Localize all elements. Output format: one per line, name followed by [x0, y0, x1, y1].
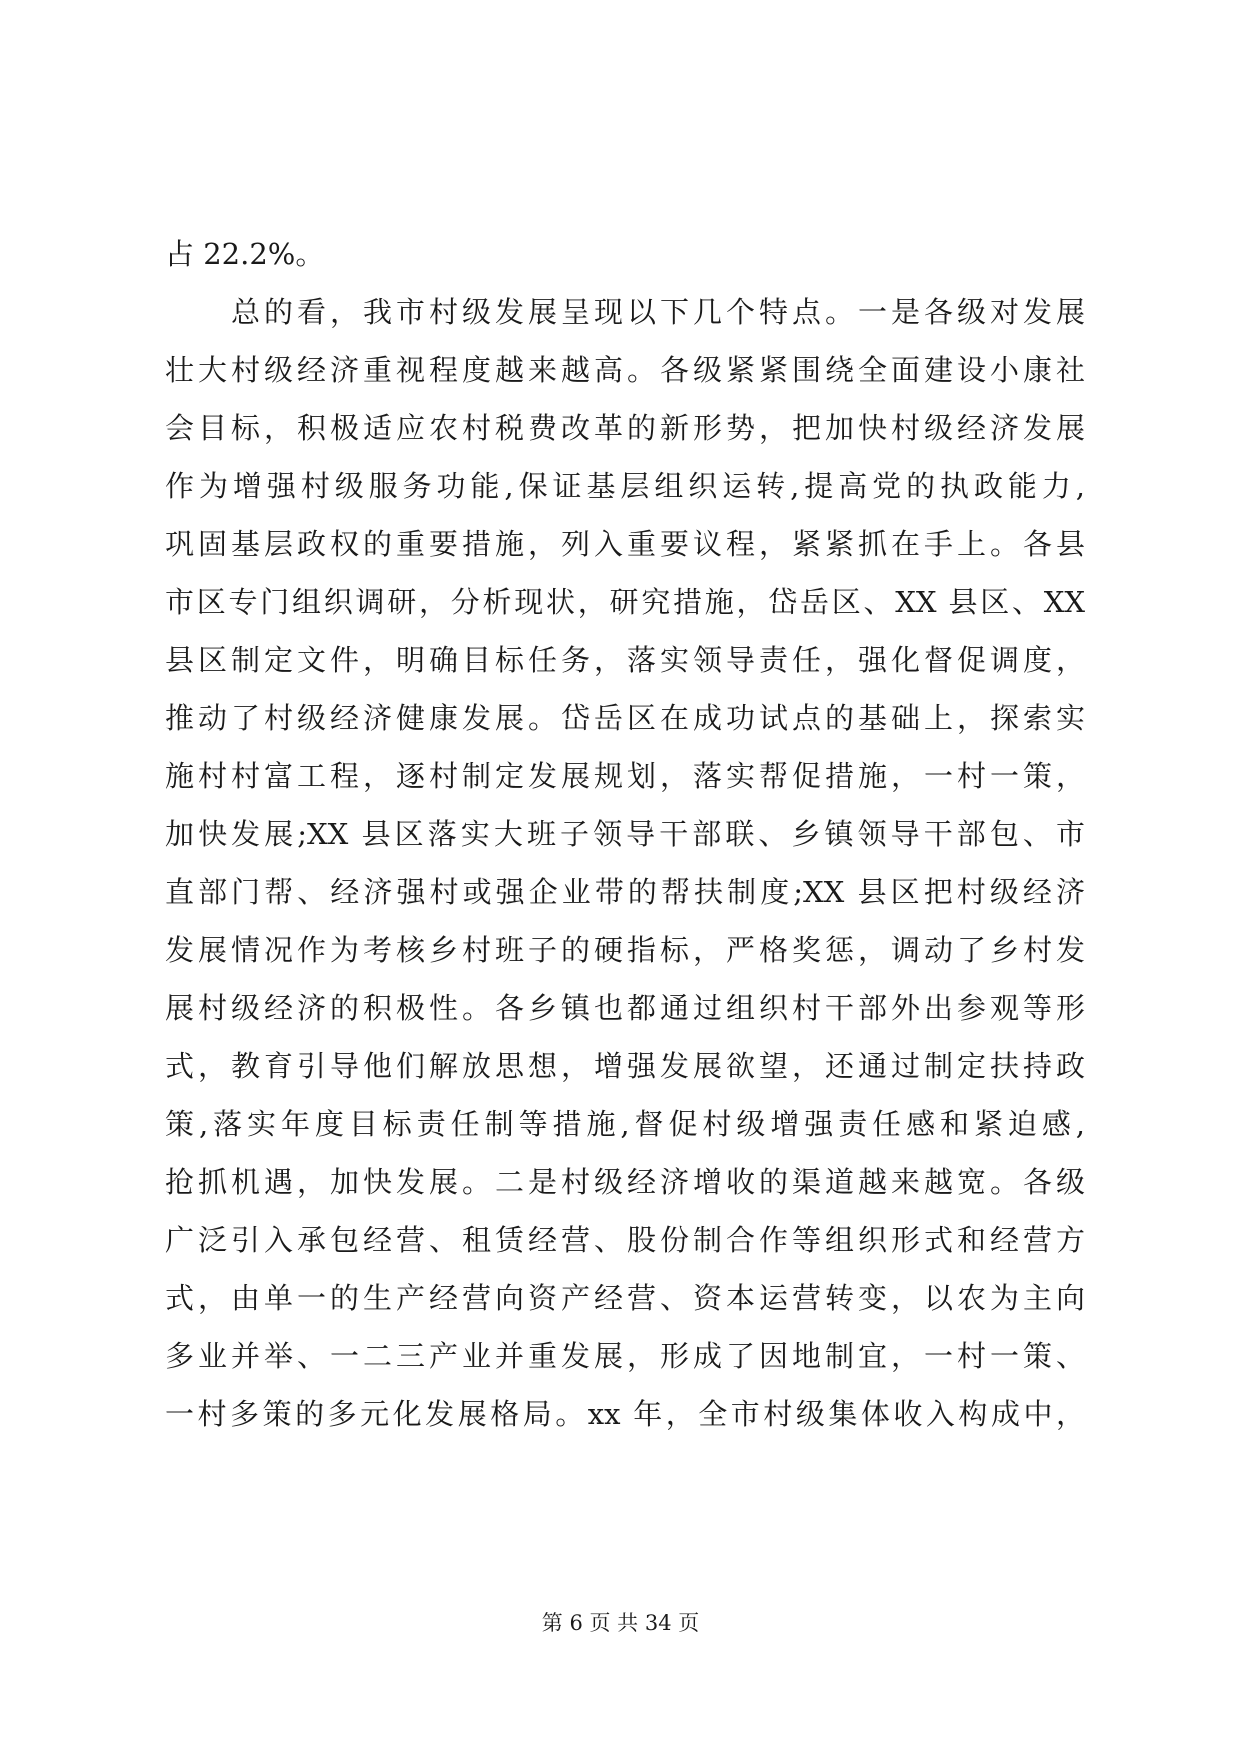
text-line: 式，由单一的生产经营向资产经营、资本运营转变，以农为主向	[165, 1281, 1085, 1315]
text-line: 发展情况作为考核乡村班子的硬指标，严格奖惩，调动了乡村发	[165, 933, 1085, 967]
text-line: 推动了村级经济健康发展。岱岳区在成功试点的基础上，探索实	[165, 701, 1085, 735]
text-line: 施村村富工程，逐村制定发展规划，落实帮促措施，一村一策，	[165, 759, 1085, 793]
text-line: 广泛引入承包经营、租赁经营、股份制合作等组织形式和经营方	[165, 1223, 1085, 1257]
body-text	[165, 225, 1085, 1443]
text-line: 一村多策的多元化发展格局。xx 年，全市村级集体收入构成中，	[165, 1397, 1085, 1431]
text-line: 加快发展;XX 县区落实大班子领导干部联、乡镇领导干部包、市	[165, 817, 1085, 851]
text-line: 作为增强村级服务功能,保证基层组织运转,提高党的执政能力,	[165, 469, 1085, 503]
text-line: 壮大村级经济重视程度越来越高。各级紧紧围绕全面建设小康社	[165, 353, 1085, 387]
text-line: 巩固基层政权的重要措施，列入重要议程，紧紧抓在手上。各县	[165, 527, 1085, 561]
text-line: 式，教育引导他们解放思想，增强发展欲望，还通过制定扶持政	[165, 1049, 1085, 1083]
page-footer	[0, 1608, 1241, 1638]
text-line: 抢抓机遇，加快发展。二是村级经济增收的渠道越来越宽。各级	[165, 1165, 1085, 1199]
text-line: 展村级经济的积极性。各乡镇也都通过组织村干部外出参观等形	[165, 991, 1085, 1025]
text-line: 占 22.2%。	[165, 237, 325, 271]
text-line: 市区专门组织调研，分析现状，研究措施，岱岳区、XX 县区、XX	[165, 585, 1085, 619]
text-line: 策,落实年度目标责任制等措施,督促村级增强责任感和紧迫感,	[165, 1107, 1085, 1141]
text-line: 直部门帮、经济强村或强企业带的帮扶制度;XX 县区把村级经济	[165, 875, 1085, 909]
page-number: 第 6 页 共 34 页	[541, 1611, 700, 1635]
text-line: 总的看，我市村级发展呈现以下几个特点。一是各级对发展	[165, 295, 1085, 329]
text-line: 会目标，积极适应农村税费改革的新形势，把加快村级经济发展	[165, 411, 1085, 445]
text-line: 县区制定文件，明确目标任务，落实领导责任，强化督促调度，	[165, 643, 1085, 677]
text-line: 多业并举、一二三产业并重发展，形成了因地制宜，一村一策、	[165, 1339, 1085, 1373]
